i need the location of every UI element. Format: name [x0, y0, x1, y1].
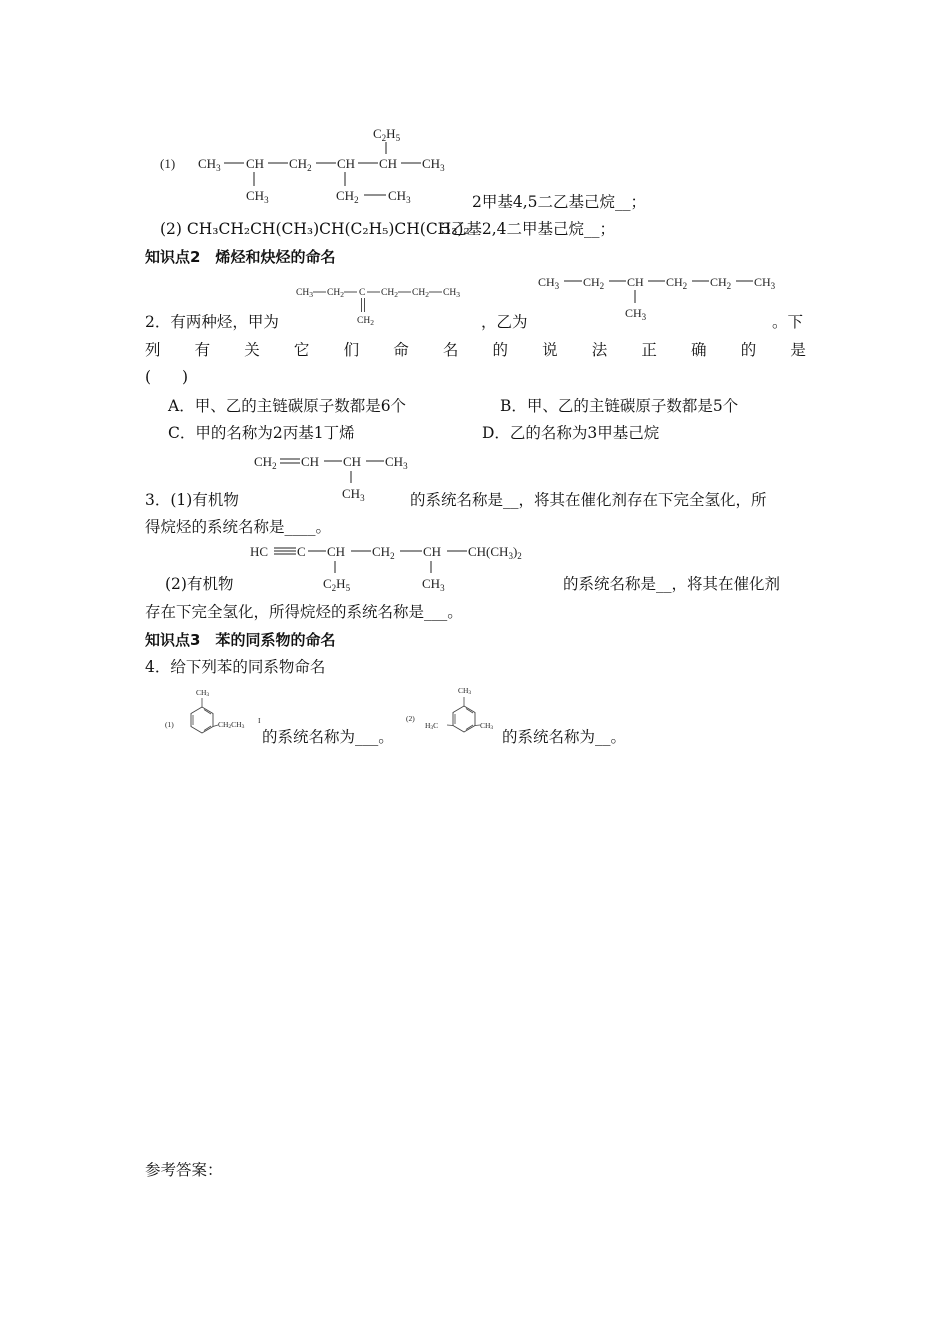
svg-text:CH2: $CH_2$ [412, 288, 429, 299]
q3-part1-a: 3．(1)有机物 [145, 491, 239, 509]
q2-option-a: A．甲、乙的主链碳原子数都是6个 [168, 397, 407, 415]
svg-text:CH2: $CH_2$ [336, 188, 359, 205]
svg-text:CH2: $CH_2$ [583, 275, 605, 291]
svg-text:CH2: $CH_2$ [327, 288, 344, 299]
char: 的 [492, 341, 508, 359]
svg-text:CH3: CH3 [458, 686, 472, 696]
char: 关 [244, 341, 260, 359]
structure-benzene-1 [160, 685, 265, 745]
svg-text:CH: CH [337, 156, 356, 171]
svg-text:CH3: $CH_3$ [198, 156, 221, 173]
q2-intro-c: 。下 [772, 313, 804, 331]
svg-text:CH: CH [246, 156, 265, 171]
q2-answer-paren: ( ) [145, 368, 189, 386]
q1-part1-answer-blank: 2甲基4,5二乙基己烷__； [472, 193, 647, 211]
svg-text:CH2: $CH_2$ [666, 275, 688, 291]
svg-text:CH3: $CH_3$ [443, 288, 460, 299]
q1-part2-formula: (2) CH₃CH₂CH(CH₃)CH(C₂H₅)CH(CH₃)₂ [160, 220, 470, 238]
svg-text:CH: CH [301, 454, 320, 469]
structure-2-methyl-4-5-diethylhexane [150, 120, 460, 215]
svg-text:CH2: $CH_2$ [381, 288, 398, 299]
svg-text:CH3: $CH_3$ [422, 576, 445, 593]
q3-part2-a: (2)有机物 [165, 575, 234, 593]
structure-yi [538, 268, 776, 323]
char: 列 [145, 341, 161, 359]
structure-3-methyl-1-butene [254, 450, 408, 505]
sub-label: (2) [406, 714, 415, 723]
svg-text:CH3: $CH_3$ [388, 188, 411, 205]
svg-text:CH: CH [627, 275, 644, 289]
q3-part1-c: 得烷烃的系统名称是____。 [145, 518, 332, 536]
svg-text:CH3: $CH_3$ [246, 188, 269, 205]
svg-text:CH: CH [343, 454, 362, 469]
svg-text:CH2: $CH_2$ [372, 544, 395, 561]
svg-text:C2H5: $C_2H_5$ [373, 126, 401, 143]
svg-text:CH: CH [327, 544, 346, 559]
svg-text:C2H5: $C_2H_5$ [323, 576, 351, 593]
char: 名 [442, 341, 459, 359]
q2-intro-b: ，乙为 [481, 313, 528, 331]
svg-text:HC: HC [250, 544, 269, 559]
svg-text:CH2: $CH_2$ [710, 275, 732, 291]
structure-jia [296, 280, 481, 330]
char: 确 [691, 341, 707, 359]
q3-part2-c: 存在下完全氢化，所得烷烃的系统名称是___。 [145, 603, 463, 621]
svg-text:CH2: $CH_2$ [289, 156, 312, 173]
svg-text:CH3: $CH_3$ [625, 306, 647, 322]
structure-benzene-2 [402, 683, 502, 743]
svg-text:CH3: $CH_3$ [422, 156, 445, 173]
part-label: (1) [160, 156, 176, 171]
q2-option-c: C．甲的名称为2丙基1丁烯 [168, 424, 355, 442]
q2-option-d: D．乙的名称为3甲基己烷 [482, 424, 660, 442]
char: 们 [343, 341, 360, 359]
svg-text:CH3: $CH_3$ [754, 275, 776, 291]
svg-text:CH3: CH3 [196, 688, 210, 698]
svg-text:CH2CH3: CH2CH3 [218, 720, 245, 730]
section-2-title: 知识点2 烯烃和炔烃的命名 [145, 248, 336, 266]
char: 的 [740, 341, 757, 359]
q3-part2-b: 的系统名称是__，将其在催化剂 [563, 575, 781, 593]
svg-text:CH: CH [379, 156, 398, 171]
q3-part1-b: 的系统名称是__，将其在催化剂存在下完全氢化，所 [410, 491, 767, 509]
char: 命 [393, 341, 409, 359]
q4-part1-text: 的系统名称为___。 [262, 728, 394, 746]
svg-text:C: C [359, 288, 366, 298]
structure-alkyne [250, 540, 590, 595]
svg-text:CH3: $CH_3$ [385, 454, 408, 471]
svg-text:H3C: H3C [425, 721, 439, 731]
section-3-title: 知识点3 苯的同系物的命名 [145, 631, 336, 649]
char: 它 [293, 341, 310, 359]
q4-intro: 4．给下列苯的同系物命名 [145, 658, 326, 676]
sub-label: (1) [165, 720, 174, 729]
answer-title: 参考答案： [145, 1161, 223, 1179]
q2-spread-line [145, 340, 806, 360]
q2-option-b: B．甲、乙的主链碳原子数都是5个 [500, 397, 739, 415]
svg-text:C: C [297, 544, 306, 559]
svg-text:CH2: $CH_2$ [254, 454, 277, 471]
svg-text:I: I [258, 716, 261, 725]
char: 是 [790, 341, 806, 359]
svg-text:CH3: $CH_3$ [538, 275, 560, 291]
svg-text:CH2: $CH_2$ [357, 316, 374, 327]
q2-intro-a: 2．有两种烃，甲为 [145, 313, 279, 331]
svg-text:CH3: $CH_3$ [342, 486, 365, 503]
svg-text:CH(CH3)2: $CH(CH_3)_2$ [468, 544, 522, 561]
char: 正 [641, 341, 657, 359]
char: 有 [194, 341, 211, 359]
char: 说 [542, 341, 558, 359]
q1-part2-answer-blank: 3乙基2,4二甲基己烷__； [441, 220, 616, 238]
svg-text:CH: CH [423, 544, 442, 559]
char: 法 [591, 341, 608, 359]
svg-text:CH3: CH3 [480, 721, 494, 731]
svg-text:CH3: $CH_3$ [296, 288, 313, 299]
q4-part2-text: 的系统名称为__。 [502, 728, 627, 746]
